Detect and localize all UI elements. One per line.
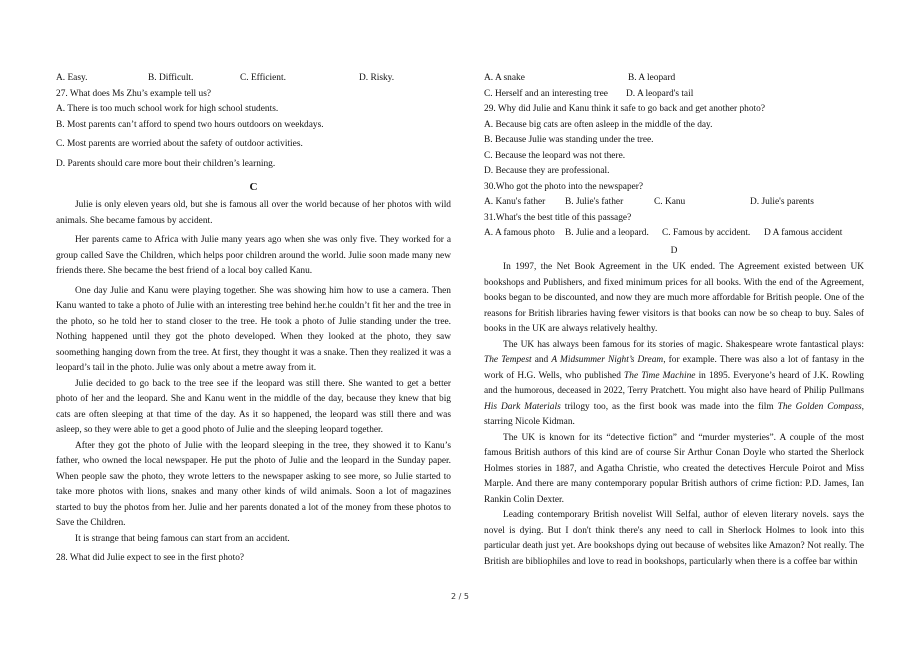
q31-question: 31.What's the best title of this passage? (484, 212, 632, 223)
q27-option-d: D. Parents should care more bout their children’s learning. (56, 158, 276, 169)
q31-option-b: B. Julie and a leopard. (565, 228, 649, 238)
passage-c-paragraph-6: It is strange that being famous can start from an accident. (75, 533, 290, 544)
q29-option-c: C. Because the leopard was not there. (484, 150, 626, 161)
q29-option-a: A. Because big cats are often asleep in the middle of the day. (484, 119, 713, 130)
q30-option-d: D. Julie's parents (750, 197, 814, 207)
title-the-time-machine: The Time Machine (624, 370, 696, 381)
passage-c-paragraph-4: Julie decided to go back to the tree see if the leopard was still there. She wanted to get a better photo of her and the leopard. She and Kanu went in the middle of the day, because they knew that big cats are often sleeping at that time of the day. As it so happened, the leopard was still there and was asleep, so they were able to get a good photo of Julie and the sleeping leopard together. (56, 378, 451, 435)
q31-options (484, 226, 864, 242)
q30-options (484, 195, 864, 211)
title-his-dark-materials: His Dark Materials (484, 401, 561, 412)
q29-question: 29. Why did Julie and Kanu think it safe to go back and get another photo? (484, 104, 766, 114)
q30-option-b: B. Julie's father (565, 197, 624, 207)
passage-d-paragraph-3: The UK is known for its “detective fiction” and “murder mysteries”. A couple of the most famous British authors of this kind are of course Sir Arthur Conan Doyle who started the Sherlock Holmes stories in 1887, and Agatha Christie, who created the detectives Hercule Poirot and Miss Marple. And there are many contemporary popular British authors of crime fiction: P.D. James, Ian Rankin Colin Dexter. (484, 432, 864, 505)
passage-d-paragraph-2: The UK has always been famous for its stories of magic. Shakespeare wrote fantastical plays: The Tempest and A Midsummer Night’s Dream, for example. There was also a lot of fantasy in the work of H.G. Wells, who published The Time Machine in 1895. Everyone’s heard of J.K. Rowling and the humorous, deceased in 2022, Terry Pratchett. You might also have heard of Philip Pullmans His Dark Materials trilogy too, as the first book was made into the film The Golden Compass, starring Nicole Kidman. (484, 339, 864, 427)
passage-c-paragraph-1: Julie is only eleven years old, but she is famous all over the world because of her photos with wild animals. She became famous by accident. (56, 200, 451, 226)
q28-option-b: B. A leopard (628, 73, 676, 83)
q30-option-c: C. Kanu (654, 197, 686, 207)
q31-option-c: C. Famous by accident. (662, 228, 751, 238)
left-column (56, 71, 451, 567)
right-column (484, 71, 864, 570)
q30-question: 30.Who got the photo into the newspaper? (484, 181, 644, 192)
q29-option-b: B. Because Julie was standing under the tree. (484, 135, 654, 145)
q26-option-a: A. Easy. (56, 73, 88, 83)
q26-option-b: B. Difficult. (148, 73, 194, 83)
q28-options-row-1 (484, 71, 864, 87)
q29-option-d: D. Because they are professional. (484, 166, 610, 176)
title-the-golden-compass: The Golden Compass (777, 401, 862, 412)
q28-options-row-2 (484, 87, 864, 103)
q26-option-c: C. Efficient. (240, 73, 286, 83)
passage-d-paragraph-4: Leading contemporary British novelist Will Selfal, author of eleven literary novels. says the novel is dying. But I don't think there's any need to call in Sherlock Holmes to look into this particular death just yet. Are bookshops dying out because of websites like Amazon? Not really. The British are bibliophiles and love to read in bookshops, particularly when there is a coffee bar within (484, 510, 864, 567)
title-midsummer-nights-dream: A Midsummer Night’s Dream (551, 355, 664, 365)
passage-c-paragraph-2: Her parents came to Africa with Julie many years ago when she was only five. They worked for a group called Save the Children, which helps poor children around the world. Julie soon made many new friends there. She became the best friend of a local boy called Kanu. (56, 235, 451, 276)
page-number: 2 / 5 (451, 592, 469, 601)
title-the-tempest: The Tempest (484, 355, 532, 365)
q30-option-a: A. Kanu's father (484, 197, 546, 207)
passage-c-paragraph-5: After they got the photo of Julie with the leopard sleeping in the tree, they showed it to Kanu’s father, who owned the local newspaper. He put the photo of Julie and the leopard in the Sunday paper. When people saw the photo, they wrote letters to the newspaper asking to see more, so Julie started to take more photos with lions, snakes and many other kinds of wild animals. Soon a lot of magazines started to buy the photos from her. Julie and her parents donated a lot of the money from these photos to Save the Children. (56, 440, 451, 528)
q28-question: 28. What did Julie expect to see in the first photo? (56, 553, 245, 563)
q27-option-b: B. Most parents can’t afford to spend two hours outdoors on weekdays. (56, 119, 324, 130)
q28-option-d: D. A leopard's tail (626, 88, 694, 99)
section-d-heading: D (670, 245, 678, 256)
q26-options (56, 71, 451, 87)
q27-question: 27. What does Ms Zhu’s example tell us? (56, 88, 212, 99)
q26-option-d: D. Risky. (359, 73, 395, 83)
q31-option-a: A. A famous photo (484, 228, 555, 238)
passage-d-paragraph-1: In 1997, the Net Book Agreement in the UK ended. The Agreement existed between UK bookshops and Publishers, and fixed minimum prices for all books. With the end of the Agreement, books began to be discounted, and now they are much more affordable for British people. One of the reasons for British libraries having fewer visitors is that books can now be so cheap to buy. Sales of books in the UK are always relatively healthy. (484, 262, 864, 334)
q27-option-c: C. Most parents are worried about the safety of outdoor activities. (56, 139, 303, 149)
q28-option-c: C. Herself and an interesting tree (484, 88, 608, 99)
passage-c-paragraph-3: One day Julie and Kanu were playing together. She was showing him how to use a camera. Then Kanu wanted to take a photo of Julie with an interesting tree behind her.he couldn’t fit her and the tree in the photo, so he told her to stand closer to the tree. He took a photo of Julie standing under the tree. Nothing happened until they got the photo developed. When they looked at the photo, they saw soomething hanging down from the tree. At first, they thought it was a snake. Then they realized it was a leopard’s tail in the photo. Julie was only about a metre away from it. (56, 285, 451, 373)
q27-option-a: A. There is too much school work for high school students. (56, 104, 279, 114)
q31-option-d: D A famous accident (764, 228, 843, 238)
section-c-heading: C (249, 181, 258, 193)
q28-option-a: A. A snake (484, 73, 525, 83)
